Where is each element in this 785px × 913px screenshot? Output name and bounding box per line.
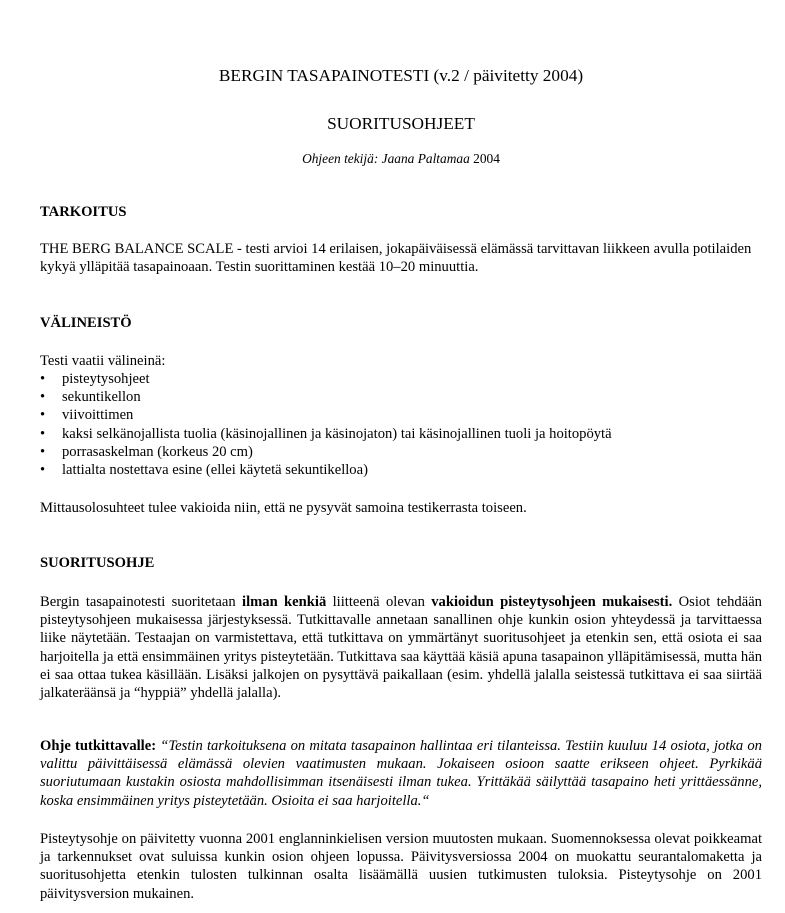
author-line	[40, 151, 762, 167]
author-label: Ohjeen tekijä: Jaana Paltamaa	[302, 151, 470, 166]
p1-text-c: liitteenä olevan	[326, 594, 432, 610]
p1-text-a: Bergin tasapainotesti suoritetaan	[40, 594, 243, 610]
list-item-label: viivoittimen	[62, 407, 134, 424]
section-heading-suoritusohje: SUORITUSOHJE	[40, 555, 155, 571]
suoritusohje-paragraph-1	[40, 593, 762, 702]
list-item	[40, 370, 612, 388]
section-heading-tarkoitus: TARKOITUS	[40, 204, 127, 220]
list-item	[40, 425, 612, 443]
author-year: 2004	[473, 151, 500, 166]
list-item-label: pisteytysohjeet	[62, 371, 150, 387]
list-item-label: porrasaskelman (korkeus 20 cm)	[62, 443, 253, 460]
bullet-icon: •	[40, 462, 46, 479]
valineisto-note: Mittausolosuhteet tulee vakioida niin, että ne pysyvät samoina testikerrasta toiseen.	[40, 500, 527, 516]
bullet-icon: •	[40, 425, 46, 442]
list-item	[40, 443, 612, 461]
equipment-list	[40, 370, 612, 479]
bullet-icon: •	[40, 407, 46, 424]
instruction-label: Ohje tutkittavalle:	[40, 738, 157, 754]
list-item-label: sekuntikellon	[62, 389, 141, 406]
p1-text-e: Osiot tehdään pisteytysohjeen mukaisessa järjestyksessä. Tutkittavalle annetaan sanallinen ohje kunkin osion yhteydessä ja tarvittaessa liike näytetään. Testaajan on varmistettava, että tutkittava on ymmärtänyt suoritusohjeet ja etenkin sen, että osiota ei saa harjoitella ja että ensimmäinen yritys pisteytetään. Tutkittava saa käyttää käsiä apuna tasapainon ylläpitämisessä, mutta hän ei saa ottaa tukea käsillään. Lisäksi jalkojen on pysyttävä paikallaan (esim. yhdellä jalalla seistessä tutkittava ei saa siirtää jalkateräänsä ja “hyppiä” yhdellä jalalla).	[40, 594, 762, 702]
p1-emphasis-standardized: vakioidun pisteytysohjeen mukaisesti.	[431, 594, 673, 610]
bullet-icon: •	[40, 443, 46, 460]
list-item	[40, 406, 612, 424]
tarkoitus-paragraph: THE BERG BALANCE SCALE - testi arvioi 14 erilaisen, jokapäiväisessä elämässä tarvittavan liikkeen avulla potilaiden kykyä ylläpitää tasapainoaan. Testin suorittaminen kestää 10–20 minuuttia.	[40, 241, 752, 276]
suoritusohje-paragraph-2	[40, 737, 762, 810]
bullet-icon: •	[40, 371, 46, 387]
valineisto-intro: Testi vaatii välineinä:	[40, 353, 166, 369]
bullet-icon: •	[40, 389, 46, 406]
list-item	[40, 388, 612, 406]
suoritusohje-paragraph-3: Pisteytysohje on päivitetty vuonna 2001 englanninkielisen version muutosten mukaan. Suomennoksessa olevat poikkeamat ja tarkennukset ovat suluissa kunkin osion ohjeen lopussa. Päivitysversiossa 2004 on muokattu seurantalomaketta ja suoritusohjetta etenkin tulosten tulkinnan osalta lisäämällä uusien tutkimusten tuloksia. Pisteytysohje on 2001 päivitysversion mukainen.	[40, 831, 762, 902]
instruction-quote: “Testin tarkoituksena on mitata tasapainon hallintaa eri tilanteissa. Testiin kuuluu 14 osiota, jotka on valittu päivittäisessä elämässä olevien vaatimusten mukaan. Jokaiseen osioon saatte erikseen ohjeet. Pyrkikää suoriutumaan kustakin osiosta mahdollisimman itsenäisesti ilman tukea. Yrittäkää säilyttää tasapaino heti yrittäessänne, koska ensimmäinen yritys pisteytetään. Osioita ei saa harjoitella.“	[40, 738, 762, 809]
p1-emphasis-no-shoes: ilman kenkiä	[242, 594, 327, 610]
list-item-label: kaksi selkänojallista tuolia (käsinojallinen ja käsinojaton) tai käsinojallinen tuoli ja hoitopöytä	[62, 425, 612, 442]
list-item-label: lattialta nostettava esine (ellei käytetä sekuntikelloa)	[62, 462, 368, 479]
document-subtitle: SUORITUSOHJEET	[327, 114, 475, 133]
document-title: BERGIN TASAPAINOTESTI (v.2 / päivitetty 2004)	[218, 66, 584, 85]
list-item	[40, 461, 612, 479]
section-heading-valineisto: VÄLINEISTÖ	[40, 315, 132, 331]
